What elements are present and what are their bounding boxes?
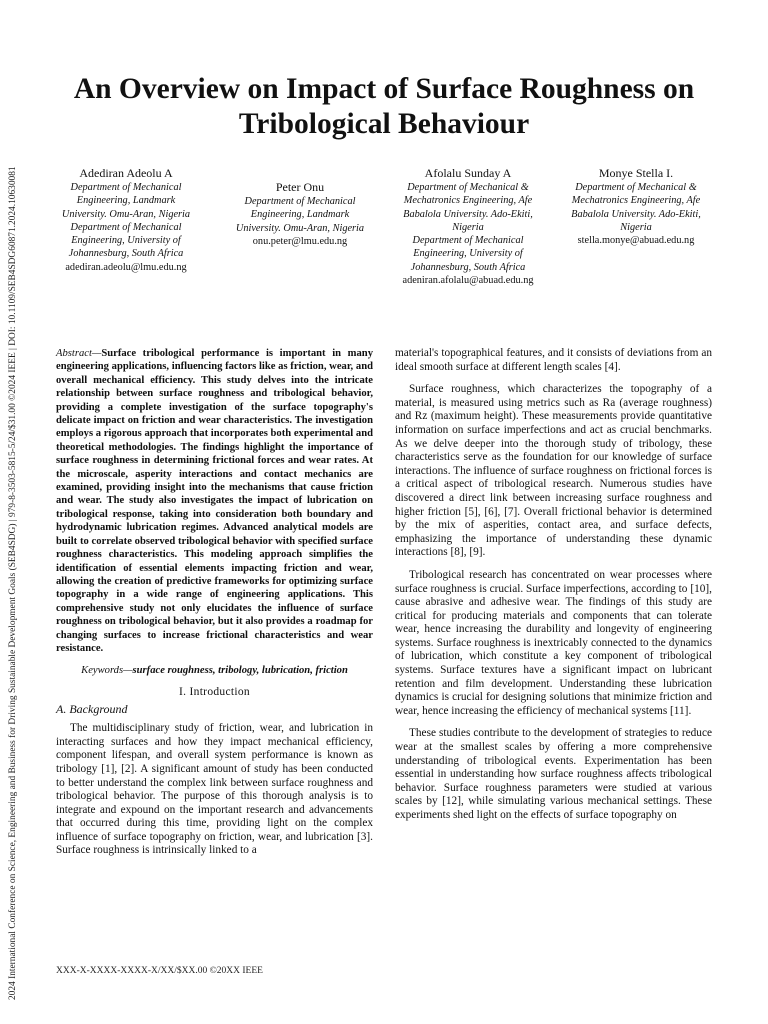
author-block-3 [392, 166, 544, 287]
author-block-4 [560, 166, 712, 247]
author-email[interactable]: stella.monye@abuad.edu.ng [577, 235, 695, 247]
author-affiliation: Department of Mechanical Engineering, University of Johannesburg, South Africa [68, 221, 184, 260]
body-paragraph: These studies contribute to the development of strategies to reduce wear at the smallest scales by offering a more comprehensive understanding of tribological events. Experimentation has been essential in understanding how surface roughness affects tribological behavior. Surface roughness parameters were studied at various scales by [12], while simulating various mechanical settings. These experiments shed light on the effects of surface topography on [395, 727, 712, 821]
left-column [56, 347, 373, 858]
author-affiliation: Department of Mechanical & Mechatronics Engineering, Afe Babalola University. Ado-Ekiti, Nigeria [403, 182, 533, 233]
author-email[interactable]: adeniran.afolalu@abuad.edu.ng [402, 275, 534, 287]
author-affiliation: Department of Mechanical Engineering, University of Johannesburg, South Africa [410, 235, 526, 273]
author-affiliation: Department of Mechanical Engineering, Landmark University. Omu-Aran, Nigeria [61, 182, 191, 220]
body-paragraph: Tribological research has concentrated on wear processes where surface roughness is crucial. Surface imperfections, according to [10], cause abrasive and adhesive wear. The findings of this study are critical for producing materials and components that can tolerate wear, hence increasing the durability and longevity of engineering systems. Surface roughness is inextricably connected to the dynamics of lubrication, which constitute a key component of tribological systems. Surface textures have a significant impact on lubricant retention and film development. Understanding these lubrication dynamics is crucial for designing solutions that minimize friction and wear, hence increasing the efficiency of mechanical systems [11]. [395, 568, 712, 717]
author-affiliation: Department of Mechanical & Mechatronics Engineering, Afe Babalola University. Ado-Ekiti, Nigeria [571, 182, 701, 233]
body-paragraph: material's topographical features, and it consists of deviations from an ideal smooth surface at different length scales [4]. [395, 347, 712, 373]
paper-title: An Overview on Impact of Surface Roughness on Tribological Behaviour [73, 73, 695, 140]
author-block-1 [56, 166, 196, 274]
body-paragraph: The multidisciplinary study of friction, wear, and lubrication in interacting surfaces and how they impact mechanical efficiency, component lifespan, and overall system performance is known as tribology [1], [2]. A significant amount of study has been conducted to better understand the complex link between surface roughness and tribological behavior. The purpose of this thorough analysis is to integrate and expound on the important research and advancements that occurred during this time, providing light on the complex influence of surface topography on friction, wear, and lubrication [3]. Surface roughness is intrinsically linked to a [56, 722, 373, 857]
copyright-footer: XXX-X-XXXX-XXXX-X/XX/$XX.00 ©20XX IEEE [56, 966, 263, 976]
author-name: Monye Stella I. [598, 166, 674, 180]
author-name: Adediran Adeolu A [79, 166, 173, 180]
abstract [56, 347, 373, 655]
keywords-label: Keywords— [81, 665, 133, 677]
abstract-label: Abstract— [56, 348, 102, 359]
sidebar-citation: 2024 International Conference on Science, Engineering and Business for Driving Sustainable Development Goals (SEB4SDG) | 979-8-3503-5815-5/24/$31.00 ©2024 IEEE | DOI: 10.1109/SEB4SDG60871.2024.10630081 [8, 166, 18, 1000]
author-affiliation: Department of Mechanical Engineering, Landmark University. Omu-Aran, Nigeria [235, 196, 365, 234]
author-email[interactable]: adediran.adeolu@lmu.edu.ng [65, 261, 187, 273]
author-name: Peter Onu [275, 180, 325, 194]
keywords-text: surface roughness, tribology, lubrication, friction [132, 665, 348, 677]
abstract-text: Surface tribological performance is important in many engineering applications, influencing factors like as friction, wear, and overall mechanical efficiency. This study delves into the intricate relationship between surface roughness and tribological behavior, providing a complete investigation of the surface topography's delicate impact on friction and wear characteristics. The investigation employs a rigorous approach that incorporates both experimental and theoretical methodologies. The findings highlight the importance of surface roughness in determining frictional forces and wear rates. At the microscale, asperity interactions and contact mechanics are examined, providing insight into the mechanisms that cause friction and wear. The study also investigates the impact of lubrication on tribological response, taking into consideration both boundary and hydrodynamic lubrication regimes. Advanced analytical models are built to correlate observed tribological behavior with specified surface roughness characteristics. This modeling approach simplifies the identification of essential elements impacting friction and wear, allowing the creation of predictive frameworks for optimizing surface topography in a wide range of engineering applications. This comprehensive study not only elucidates the influence of surface roughness on tribological behavior, but it also provides a roadmap for changing surfaces to increase frictional characteristics and wear resistance. [56, 348, 373, 654]
author-name: Afolalu Sunday A [424, 166, 512, 180]
author-block-2 [230, 180, 370, 248]
keywords [56, 664, 373, 678]
subsection-heading: A. Background [56, 701, 128, 716]
section-heading: I. Introduction [179, 685, 250, 698]
body-paragraph: Surface roughness, which characterizes the topography of a material, is measured using metrics such as Ra (average roughness) and Rz (maximum height). These measurements provide quantitative information on surface imperfections and act as crucial benchmarks. As we delve deeper into the thorough study of tribology, these characteristics serve as the foundation for our knowledge of surface interactions. The influence of surface roughness on frictional forces is a critical aspect of tribological research. Numerous studies have discovered a direct link between increasing surface roughness and higher friction [5], [6], [7]. Overall frictional behavior is determined by the mix of asperities, contact area, and surface defects, emphasizing the importance of understanding these dynamic interactions [8], [9]. [395, 383, 712, 559]
right-column [395, 347, 712, 823]
author-email[interactable]: onu.peter@lmu.edu.ng [252, 235, 348, 247]
